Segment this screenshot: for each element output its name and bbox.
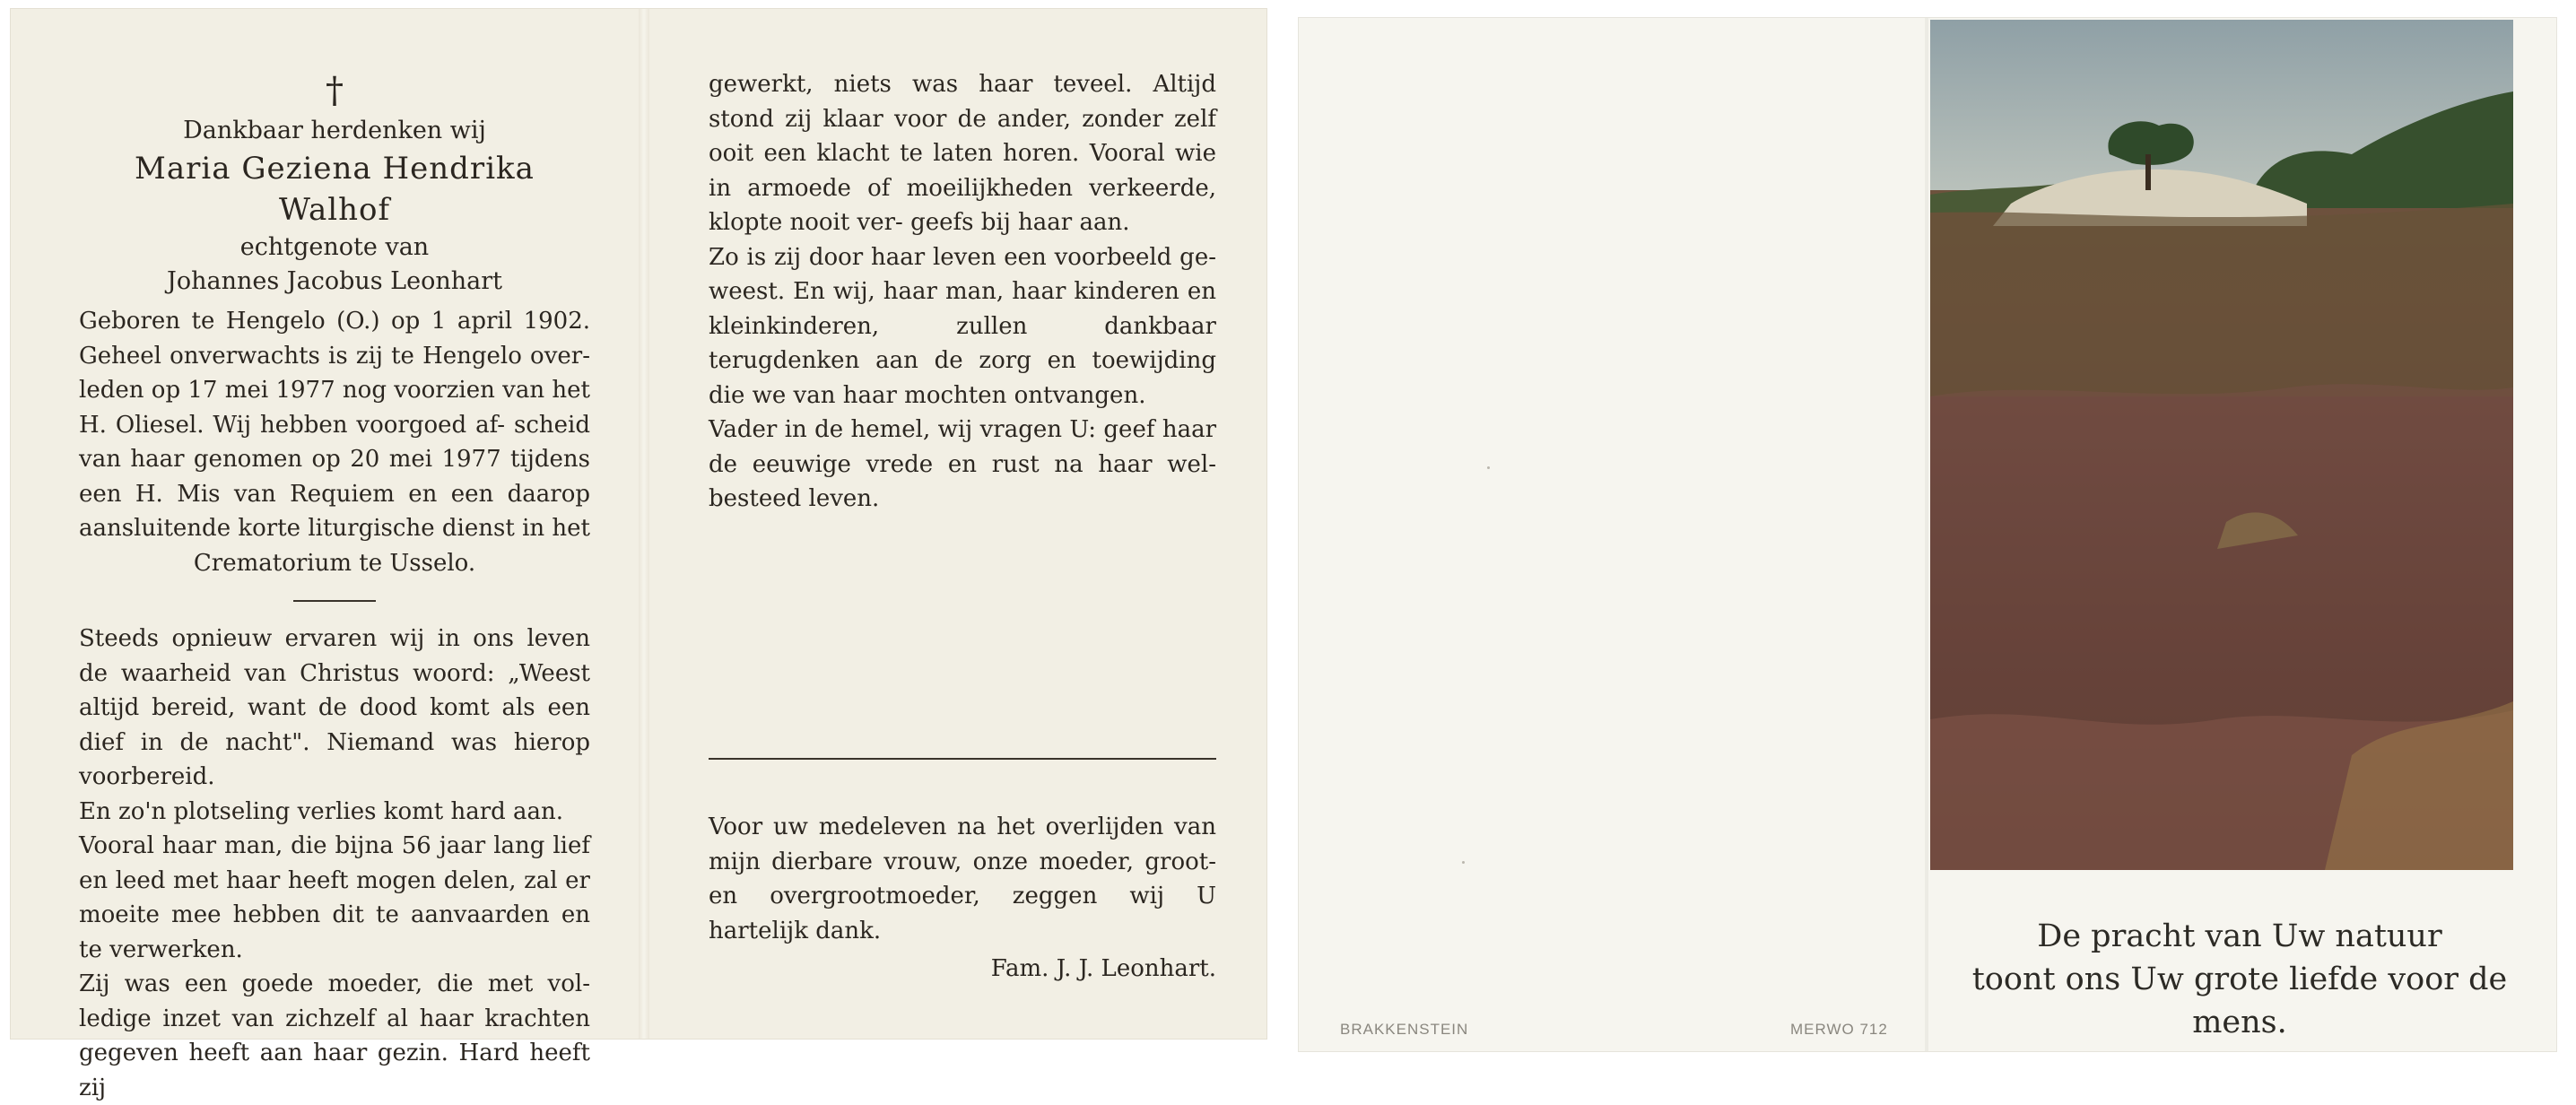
continued-text: gewerkt, niets was haar teveel. Altijd stond zij klaar voor de ander, zonder zelf ooit een klacht te laten horen. Vooral wie in armoede of moeilijkheden verkeerde, klopte nooit ver- geefs bij haar aan. Zo is zij door haar leven een voorbeeld ge- weest. En wij, haar man, haar kinderen en kleinkinderen, zullen dankbaar terugdenken aan de zorg en toewijding die we van haar mochten ontvangen. Vader in de hemel, wij vragen U: geef haar de eeuwige vrede en rust na haar wel- besteed leven. [709,71,1217,512]
paper-speck [1487,466,1490,469]
thanks-block [709,810,1216,982]
card-fold [1925,18,1928,1051]
biography: Geboren te Hengelo (O.) op 1 april 1902. Geheel onverwachts is zij te Hengelo over- leden op 17 mei 1977 nog voorzien van het H. Oliesel. Wij hebben voorgoed af- scheid van haar genomen op 20 mei 1977 tijdens een H. Mis van Requiem en een daarop aansluitende korte liturgische dienst in het Crematorium te Usselo. [79,308,591,577]
caption-line-2: toont ons Uw grote liefde voor de mens. [1971,961,2508,1040]
reflection-text: Steeds opnieuw ervaren wij in ons leven de waarheid van Christus woord: „Weest altijd bereid, want de dood komt als een dief in de nacht". Niemand was hierop voorbereid. En zo'n plotseling verlies komt hard aan. Vooral haar man, die bijna 56 jaar lang lief en leed met haar heeft mogen delen, zal er moeite mee hebben dit te aanvaarden en te verwerken. Zij was een goede moeder, die met vol- ledige inzet van zichzelf al haar krachten gegeven heeft aan haar gezin. Hard heeft zij [79,625,591,1101]
prayer-card-outside [1299,18,2556,1051]
publisher-name: BRAKKENSTEIN [1340,1021,1469,1038]
right-panel [709,67,1217,982]
photo-caption [1930,915,2549,1044]
family-signature: Fam. J. J. Leonhart. [990,955,1216,982]
heathland-photo [1930,20,2513,870]
header-intro: Dankbaar herdenken wij [183,117,486,144]
print-code: MERWO 712 [1790,1021,1888,1038]
cross-symbol: † [326,70,344,111]
caption-line-1: De pracht van Uw natuur [2037,918,2442,954]
prayer-card-inside [11,9,1266,1101]
deceased-name: Maria Geziena Hendrika Walhof [135,151,535,228]
divider-rule [293,600,376,602]
paper-speck [1462,861,1465,864]
spouse-name: Johannes Jacobus Leonhart [167,267,502,295]
card-fold [639,9,649,1039]
heathland-image [1930,20,2513,870]
left-panel [79,67,590,1105]
spouse-label: echtgenote van [239,233,430,261]
long-divider-rule [709,758,1216,760]
thanks-text: Voor uw medeleven na het overlijden van mijn dierbare vrouw, onze moeder, groot- en overgrootmoeder, zeggen wij U hartelijk dank. [709,814,1216,944]
